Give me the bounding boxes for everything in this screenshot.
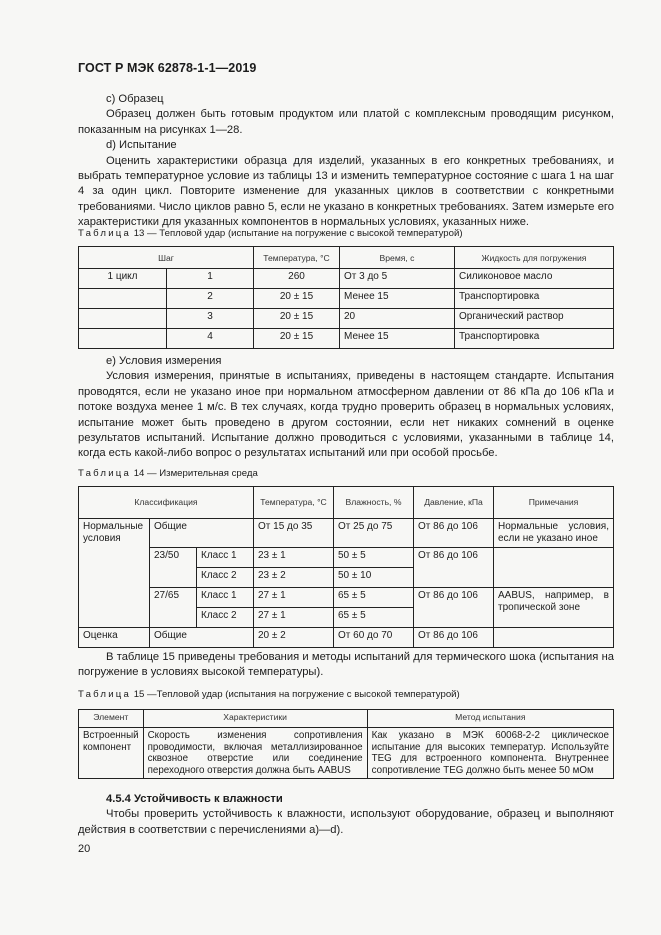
section-c-text: Образец должен быть готовым продуктом или платой с комплексным проводящим рисунком, показанным на рисунках 1—28. <box>78 108 614 136</box>
table-row: 23/50 Класс 1 23 ± 1 50 ± 5 От 86 до 106 <box>79 548 614 568</box>
table-row: Встроенный компонент Скорость изменения сопротивления проводимости, включая металлизированное сквозное отверстие или соединение переходного отверстия должна быть AABUS Как указано в МЭК 60068-2-2 циклическое испытание для высоких температур. Используйте TEG для встроенного компонента. Внутреннее сопротивление TEG должно быть менее 50 мОм <box>79 728 614 779</box>
table-13 <box>78 246 614 349</box>
table-row: 27/65 Класс 1 27 ± 1 65 ± 5 От 86 до 106 AABUS, например, в тропической зоне <box>79 588 614 608</box>
section-d-label: d) Испытание <box>106 139 177 152</box>
document-header: ГОСТ Р МЭК 62878-1-1—2019 <box>78 61 257 75</box>
table14-caption: Таблица 14 — Измерительная среда <box>78 468 258 479</box>
table-row: Оценка Общие 20 ± 2 От 60 до 70 От 86 до 106 <box>79 628 614 648</box>
table-15 <box>78 709 614 779</box>
table-row: 1 цикл 1 260 От 3 до 5 Силиконовое масло <box>79 269 614 289</box>
section-c-d <box>78 92 614 231</box>
page-number: 20 <box>78 843 91 855</box>
table-row: 4 20 ± 15 Менее 15 Транспортировка <box>79 329 614 349</box>
section-title: 4.5.4 Устойчивость к влажности <box>106 793 283 805</box>
table-row: Класс 2 27 ± 1 65 ± 5 <box>79 608 614 628</box>
section-text: Чтобы проверить устойчивость к влажности, используют оборудование, образец и выполняют действия в соответствии с перечислениями а)—d). <box>78 808 614 836</box>
table-header-row: Классификация Температура, °С Влажность, % Давление, кПа Примечания <box>79 487 614 519</box>
section-e <box>78 354 614 462</box>
section-4-5-4 <box>78 792 614 838</box>
table-row: 2 20 ± 15 Менее 15 Транспортировка <box>79 289 614 309</box>
table-14 <box>78 486 614 648</box>
section-e-text: Условия измерения, принятые в испытаниях, приведены в настоящем стандарте. Испытания проводятся, если не указано иное при нормальном атмосферном давлении от 86 кПа до 106 кПа и потоке воздуха менее 1 м/с. В тех случаях, когда трудно проверить образец в нормальных условиях, испытание может быть проведено в другом состоянии, если нет никаких сомнений в оценке результатов испытаний. Испытание должно проводиться с условиями, указанными в таблице 14, когда есть какой-либо вопрос о результатах испытаний или при особой просьбе. <box>78 370 614 460</box>
section-e-label: е) Условия измерения <box>106 355 222 367</box>
table-row: Нормальные условия Общие От 15 до 35 От 25 до 75 От 86 до 106 Нормальные условия, если не указано иное <box>79 519 614 548</box>
table15-caption: Таблица 15 —Тепловой удар (испытания на погружение с высокой температурой) <box>78 689 460 700</box>
table-row: 3 20 ± 15 20 Органический раствор <box>79 309 614 329</box>
table-header-row: Шаг Температура, °С Время, с Жидкость для погружения <box>79 247 614 269</box>
section-d-text: Оценить характеристики образца для изделий, указанных в его конкретных требованиях, и выбрать температурное условие из таблицы 13 и изменить температурное состояние с шага 1 на шаг 4 за один цикл. Повторите изменение для указанных циклов в соответствии с конкретными требованиями. Число циклов равно 5, если не указано в конкретных требованиях. Затем измерьте его характеристики для указанных компонентов в нормальных условиях, указанных ниже. <box>78 154 614 229</box>
table13-caption: Таблица 13 — Тепловой удар (испытание на погружение с высокой температурой) <box>78 228 463 239</box>
table-row: Класс 2 23 ± 2 50 ± 10 <box>79 568 614 588</box>
table-header-row: Элемент Характеристики Метод испытания <box>79 710 614 728</box>
section-c-label: c) Образец <box>106 93 164 105</box>
para-table15-intro: В таблице 15 приведены требования и методы испытаний для термического шока (испытания на погружение в условиях высокой температуры). <box>78 651 614 679</box>
